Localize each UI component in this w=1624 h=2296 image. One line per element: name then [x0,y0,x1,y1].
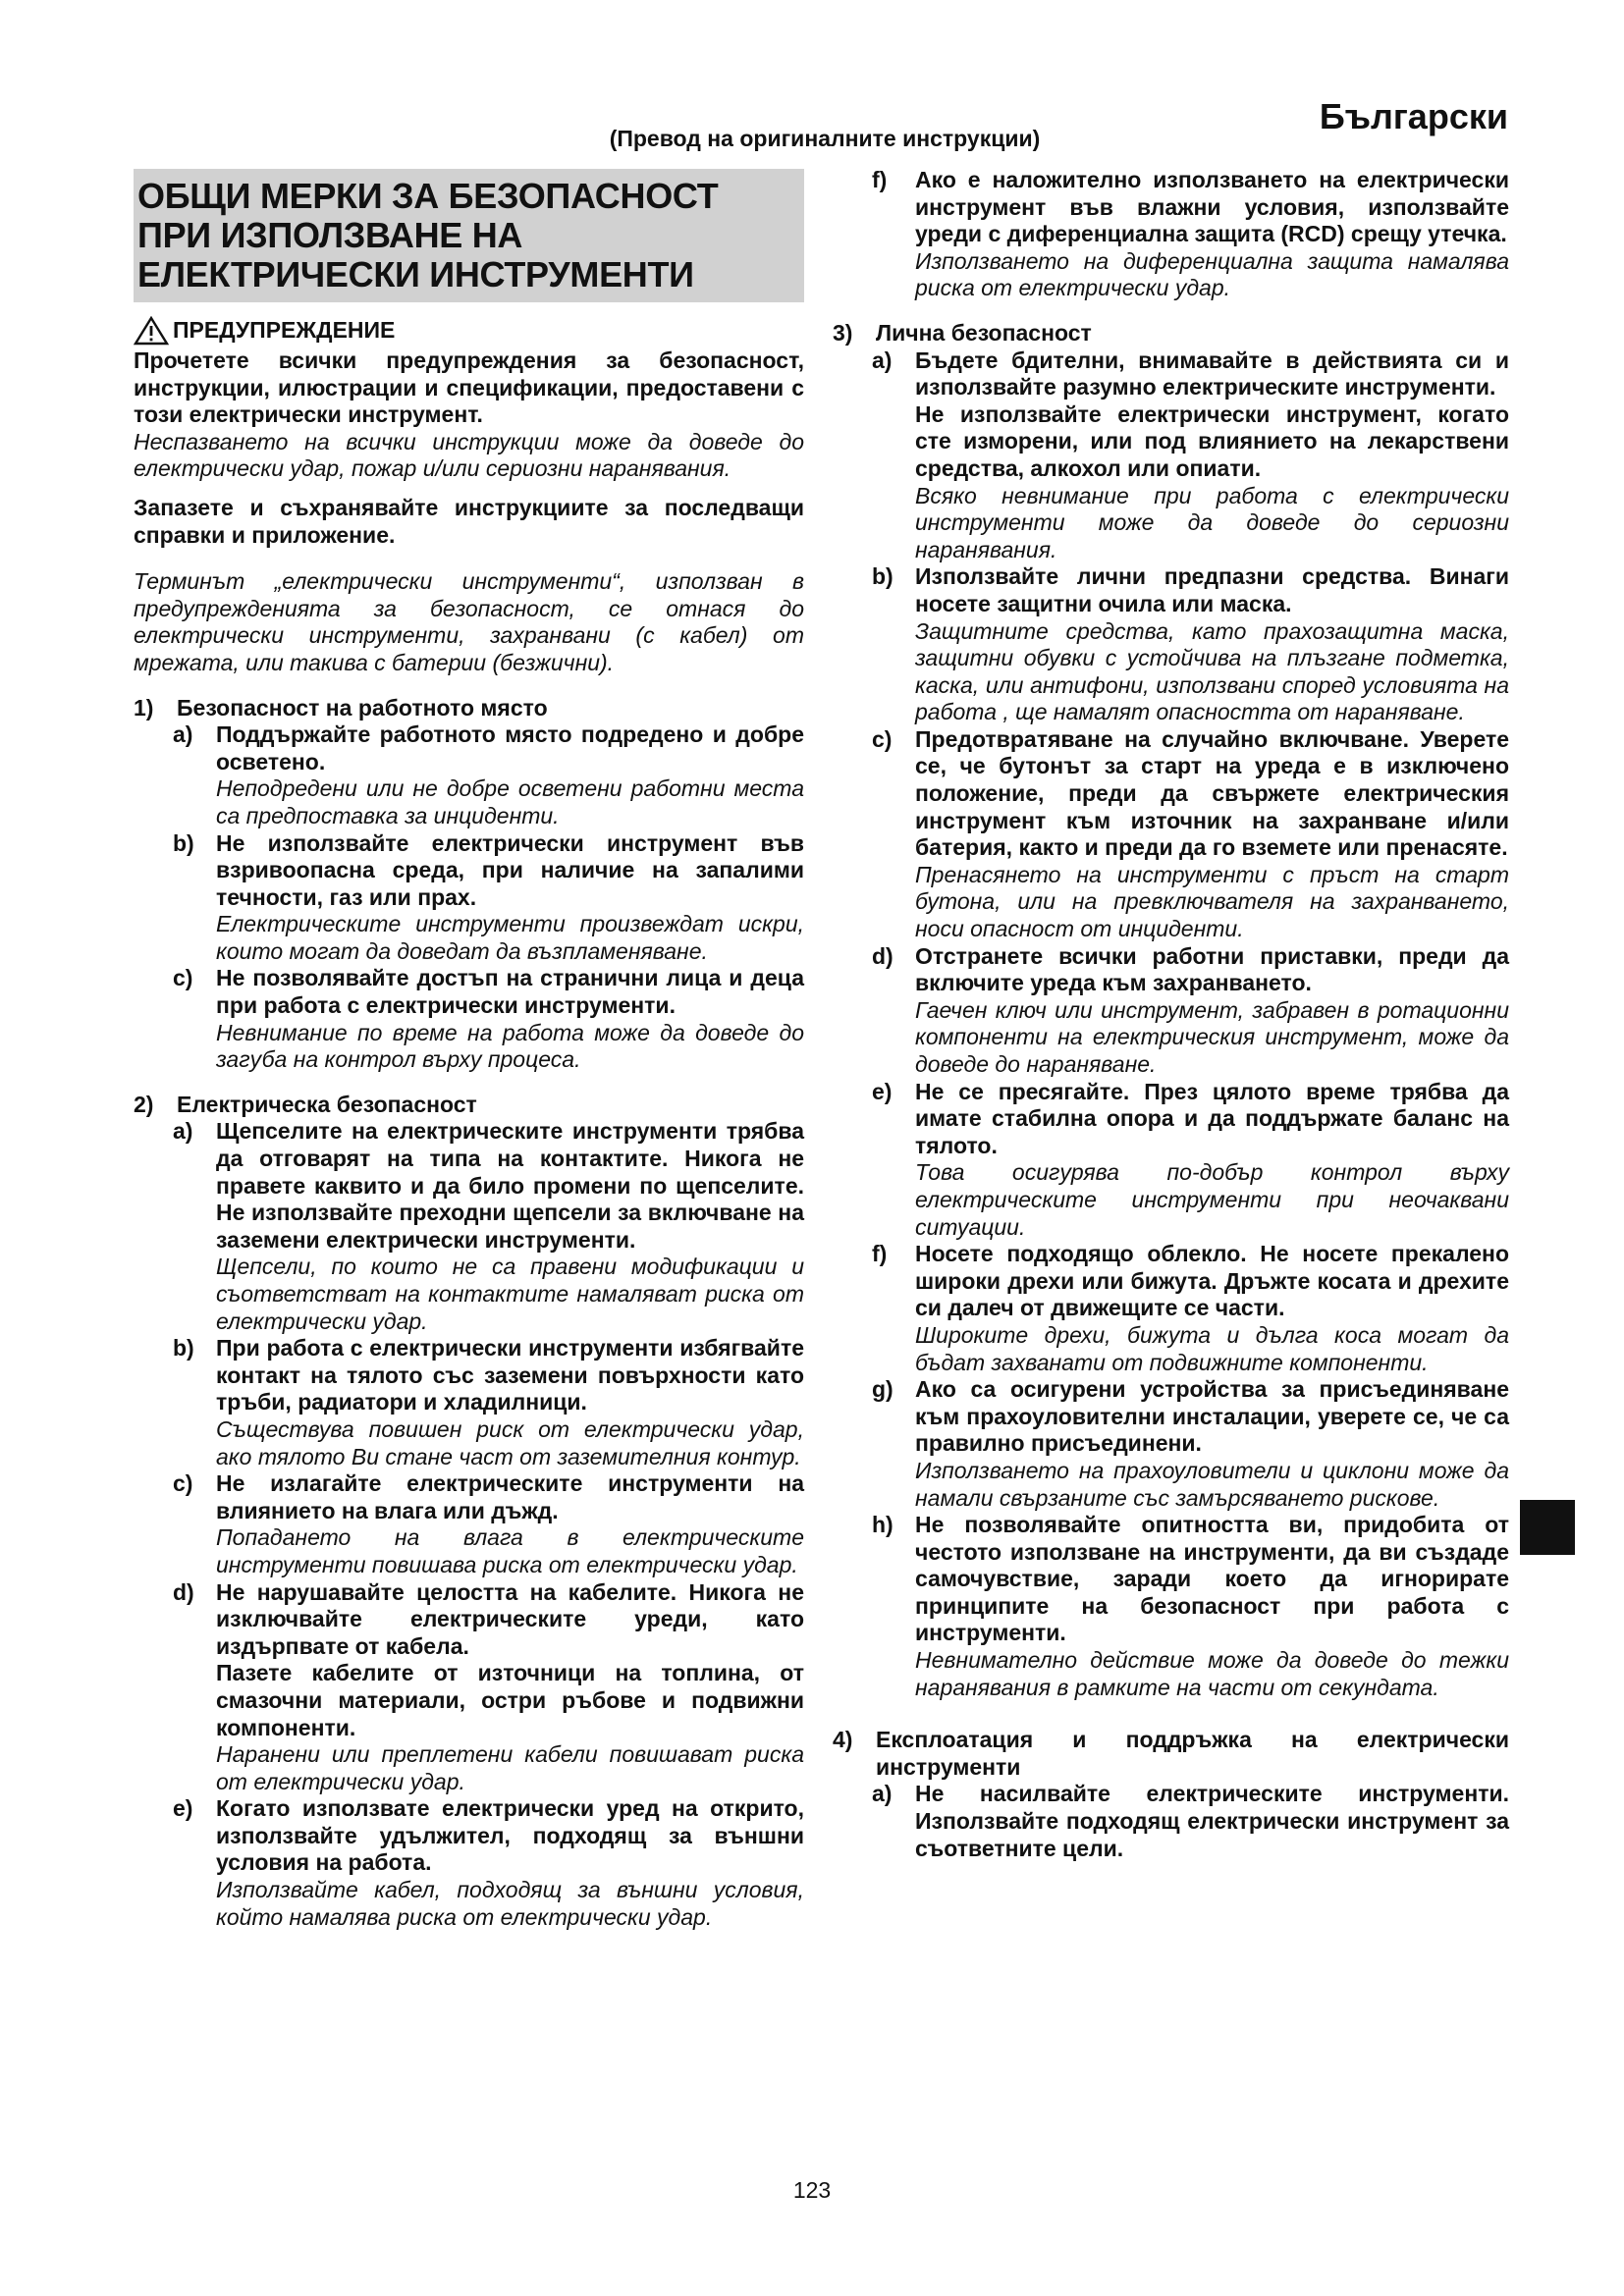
list-item: a) Бъдете бдителни, внимавайте в действията си и използвайте разумно електрическите инструменти. Не използвайте електрически инструмент, когато сте изморени, или под влиянието на лекарствени средства, алкохол или опиати. Всяко невнимание при работа с електрически инструменти може да доведе до сериозни наранявания. [872,347,1509,562]
list-item: h) Не позволявайте опитността ви, придобита от честото използване на инструменти, да ви създаде самочувствие, заради което да игнорирате принципите на безопасност при работа с инструменти. Невнимателно действие може да доведе до тежки наранявания в рамките на части от секундата. [872,1512,1509,1700]
list-item: d) Отстранете всички работни приставки, преди да включите уреда към захранването. Гаечен ключ или инструмент, забравен в ротационни компоненти на електрическия инструмент, може да доведе до нараняване. [872,942,1509,1077]
section-heading: 3) Лична безопасност [833,319,1092,346]
section-heading: 1) Безопасност на работното място [134,694,548,721]
warning-bold: Прочетете всички предупреждения за безопасност, инструкции, илюстрации и спецификации, предоставени с този електрически инструмент. [134,347,804,428]
section-heading: 2) Електрическа безопасност [134,1091,477,1117]
warning-italic: Неспазването на всички инструкции може да доведе до електрически удар, пожар и/или сериозни наранявания. [134,428,804,482]
list-item: b) Използвайте лични предпазни средства. Винаги носете защитни очила или маска. Защитните средства, като прахозащитна маска, защитни обувки с устойчива на плъзгане подметка, каска, или антифони, използвани според условията на работа , ще намалят опасността от нараняване. [872,563,1509,725]
list-item: c) Не излагайте електрическите инструменти на влиянието на влага или дъжд. Попадането на влага в електрическите инструменти повишава риска от електрически удар. [173,1470,804,1577]
section-heading: 4) Експлоатация и поддръжка на електрически инструменти [833,1727,1509,1780]
page-number: 123 [792,2177,832,2203]
title-line: ЕЛЕКТРИЧЕСКИ ИНСТРУМЕНТИ [137,254,694,294]
list-item: f) Ако е наложително използването на електрически инструмент във влажни условия, използвайте уреди с диференциална защита (RCD) срещу утечка. Използването на диференциална защита намалява риска от електрически удар. [872,167,1509,301]
list-item: f) Носете подходящо облекло. Не носете прекалено широки дрехи или бижута. Дръжте косата и дрехите си далеч от движещите се части. Широките дрехи, бижута и дълга коса могат да бъдат захванати от подвижните компоненти. [872,1241,1509,1375]
list-item: c) Предотвратяване на случайно включване. Уверете се, че бутонът за старт на уреда е в изключено положение, преди да свържете електрическия инструмент към източник на захранване и/или батерия, както и преди да го вземете или пренасяте. Пренасянето на инструменти с пръст на старт бутона, или на превключвателя на захранването, носи опасност от инциденти. [872,725,1509,942]
list-item: a) Поддържайте работното място подредено и добре осветено. Неподредени или не добре осветени работни места са предпоставка за инциденти. [173,721,804,828]
warning-heading [134,316,804,346]
page-title [134,169,804,302]
left-column [134,169,804,1931]
list-item: b) При работа с електрически инструменти избягвайте контакт на тялото със заземени повърхности като тръби, радиатори и хладилници. Съществува повишен риск от електрически удар, ако тялото Ви стане част от заземителния контур. [173,1335,804,1469]
header-subtitle: (Превод на оригиналните инструкции) [609,126,1041,151]
right-column [833,167,1509,1862]
list-item: e) Не се пресягайте. През цялото време трябва да имате стабилна опора и да поддържате баланс на тялото. Това осигурява по-добър контрол върху електрическите инструменти при неочаквани ситуации. [872,1078,1509,1240]
list-item: g) Ако са осигурени устройства за присъединяване към прахоуловителни инсталации, уверете се, че са правилно присъединени. Използването на прахоуловители и циклони може да намали свързаните със замърсяването рискове. [872,1376,1509,1511]
language-label: Български [1319,96,1508,136]
title-line: ПРИ ИЗПОЛЗВАНЕ НА [137,215,523,255]
section-tab-marker [1520,1500,1575,1555]
warning-triangle-icon [134,316,169,346]
term-note: Терминът „електрически инструменти“, използван в предупрежденията за безопасност, се отнася до електрически инструменти, захранвани (с кабел) от мрежата, или такива с батерии (безжични). [134,568,804,675]
list-item: d) Не нарушавайте целостта на кабелите. Никога не изключвайте електрическите уреди, като издърпвате от кабела. Пазете кабелите от източници на топлина, от смазочни материали, остри ръбове и подвижни компоненти. Наранени или преплетени кабели повишават риска от електрически удар. [173,1578,804,1794]
list-item: a) Щепселите на електрическите инструменти трябва да отговарят на типа на контактите. Никога не правете каквито и да било промени по щепселите. Не използвайте преходни щепсели за включване на заземени електрически инструменти. Щепсели, по които не са правени модификации и съответстват на контактите намаляват риска от електрически удар. [173,1118,804,1334]
warning-label: ПРЕДУПРЕЖДЕНИЕ [173,317,396,344]
title-line: ОБЩИ МЕРКИ ЗА БЕЗОПАСНОСТ [137,176,719,216]
list-item: b) Не използвайте електрически инструмент във взривоопасна среда, при наличие на запалими течности, газ или прах. Електрическите инструменти произвеждат искри, които могат да доведат да възпламеняване. [173,829,804,964]
keep-instructions: Запазете и съхранявайте инструкциите за последващи справки и приложение. [134,494,804,548]
list-item: a) Не насилвайте електрическите инструменти. Използвайте подходящ електрически инструмент за съответните цели. [872,1781,1509,1861]
list-item: c) Не позволявайте достъп на странични лица и деца при работа с електрически инструменти. Невнимание по време на работа може да доведе до загуба на контрол върху процеса. [173,965,804,1073]
list-item: e) Когато използвате електрически уред на открито, използвайте удължител, подходящ за външни условия на работа. Използвайте кабел, подходящ за външни условия, който намалява риска от електрически удар. [173,1795,804,1930]
